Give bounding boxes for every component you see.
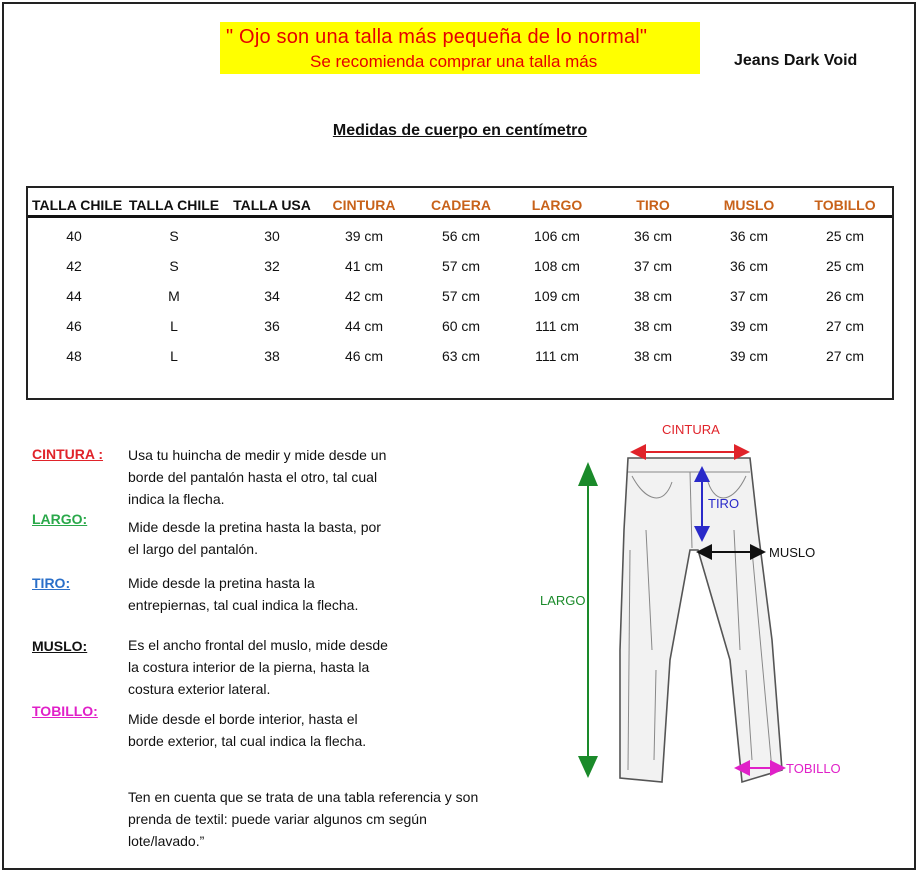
table-cell: 38 cm: [633, 348, 673, 364]
table-cell: 39 cm: [729, 348, 769, 364]
table-cell: 60 cm: [441, 318, 481, 334]
table-cell: 63 cm: [441, 348, 481, 364]
col-talla-chile-2: TALLA CHILE: [128, 197, 220, 213]
table-cell: S: [169, 258, 179, 274]
legend-description: [128, 572, 428, 616]
legend-description: [128, 516, 428, 560]
diagram-label-tiro: TIRO: [708, 496, 740, 511]
legend-description-line: costura exterior lateral.: [128, 681, 271, 697]
table-cell: 111 cm: [535, 318, 579, 334]
table-row: [28, 188, 892, 244]
legend-description: [128, 444, 428, 510]
legend-term: TIRO:: [32, 575, 71, 591]
table-cell: L: [170, 318, 178, 334]
table-row: [28, 218, 892, 274]
col-largo: LARGO: [531, 197, 583, 213]
legend-term: TOBILLO:: [32, 703, 98, 719]
table-cell: 37 cm: [729, 288, 769, 304]
diagram-label-tobillo: TOBILLO: [786, 761, 841, 776]
table-cell: 25 cm: [825, 228, 865, 244]
legend-description-line: el largo del pantalón.: [128, 541, 258, 557]
table-cell: 56 cm: [441, 228, 481, 244]
diagram-label-largo: LARGO: [540, 593, 586, 608]
diagram-label-muslo: MUSLO: [769, 545, 816, 560]
legend-term: CINTURA :: [32, 446, 104, 462]
legend-description-line: Usa tu huincha de medir y mide desde un: [128, 447, 387, 463]
table-cell: S: [169, 228, 179, 244]
legend-description-line: Mide desde la pretina hasta la basta, por: [128, 519, 381, 535]
warning-banner: [220, 22, 700, 74]
table-cell: 38: [264, 348, 280, 364]
table-cell: 36 cm: [633, 228, 673, 244]
legend-term: LARGO:: [32, 511, 88, 527]
table-cell: 25 cm: [825, 258, 865, 274]
table-cell: 30: [264, 228, 280, 244]
legend-description-line: borde exterior, tal cual indica la flecha.: [128, 733, 367, 749]
legend-description-line: entrepiernas, tal cual indica la flecha.: [128, 597, 359, 613]
col-talla-chile-1: TALLA CHILE: [32, 197, 123, 213]
col-tobillo: TOBILLO: [814, 197, 876, 213]
table-cell: 36: [264, 318, 280, 334]
legend-description-line: la costura interior de la pierna, hasta la: [128, 659, 370, 675]
table-cell: 46: [66, 318, 82, 334]
table-cell: L: [170, 348, 178, 364]
table-cell: 41 cm: [344, 258, 384, 274]
table-cell: 111 cm: [535, 348, 579, 364]
table-cell: 36 cm: [729, 228, 769, 244]
table-title: Medidas de cuerpo en centímetro: [332, 122, 588, 139]
warning-line-1: " Ojo son una talla más pequeña de lo normal": [226, 26, 648, 48]
table-cell: 38 cm: [633, 318, 673, 334]
disclaimer-note: Ten en cuenta que se trata de una tabla referencia y son prenda de textil: puede variar algunos cm según lote/lavado.”: [128, 789, 479, 849]
col-cintura: CINTURA: [332, 197, 396, 213]
legend-term: MUSLO:: [32, 638, 88, 654]
table-cell: 42: [66, 258, 82, 274]
table-cell: 39 cm: [729, 318, 769, 334]
jeans-diagram: [520, 410, 900, 810]
col-tiro: TIRO: [636, 197, 670, 213]
col-cadera: CADERA: [431, 197, 491, 213]
table-row: [28, 308, 892, 364]
size-table: [26, 186, 894, 400]
product-name: Jeans Dark Void: [734, 52, 858, 69]
table-cell: 42 cm: [344, 288, 384, 304]
col-muslo: MUSLO: [723, 197, 775, 213]
col-talla-usa: TALLA USA: [233, 197, 311, 213]
table-cell: 48: [66, 348, 82, 364]
legend-description-line: borde del pantalón hasta el otro, tal cual: [128, 469, 378, 485]
table-cell: 44 cm: [344, 318, 384, 334]
legend-description-line: indica la flecha.: [128, 491, 225, 507]
legend-description-line: Es el ancho frontal del muslo, mide desde: [128, 637, 388, 653]
table-cell: 37 cm: [633, 258, 673, 274]
table-cell: 34: [264, 288, 280, 304]
table-cell: 40: [66, 228, 82, 244]
table-cell: 27 cm: [825, 348, 865, 364]
table-cell: 44: [66, 288, 82, 304]
table-cell: 36 cm: [729, 258, 769, 274]
warning-line-2: Se recomienda comprar una talla más: [310, 52, 598, 71]
jeans-illustration: [520, 410, 900, 810]
table-cell: 39 cm: [344, 228, 384, 244]
table-cell: 27 cm: [825, 318, 865, 334]
table-row: [28, 248, 892, 304]
legend-description-line: Mide desde el borde interior, hasta el: [128, 711, 358, 727]
diagram-label-cintura: CINTURA: [662, 422, 720, 437]
table-cell: 106 cm: [534, 228, 580, 244]
legend-description-line: Mide desde la pretina hasta la: [128, 575, 315, 591]
table-cell: 38 cm: [633, 288, 673, 304]
table-row: [28, 278, 892, 334]
table-cell: 57 cm: [441, 288, 481, 304]
table-cell: 26 cm: [825, 288, 865, 304]
legend-description: [128, 708, 428, 752]
table-cell: M: [168, 288, 180, 304]
table-cell: 32: [264, 258, 280, 274]
legend-description: [128, 634, 428, 700]
table-cell: 108 cm: [534, 258, 580, 274]
table-cell: 109 cm: [534, 288, 580, 304]
table-cell: 46 cm: [344, 348, 384, 364]
table-cell: 57 cm: [441, 258, 481, 274]
